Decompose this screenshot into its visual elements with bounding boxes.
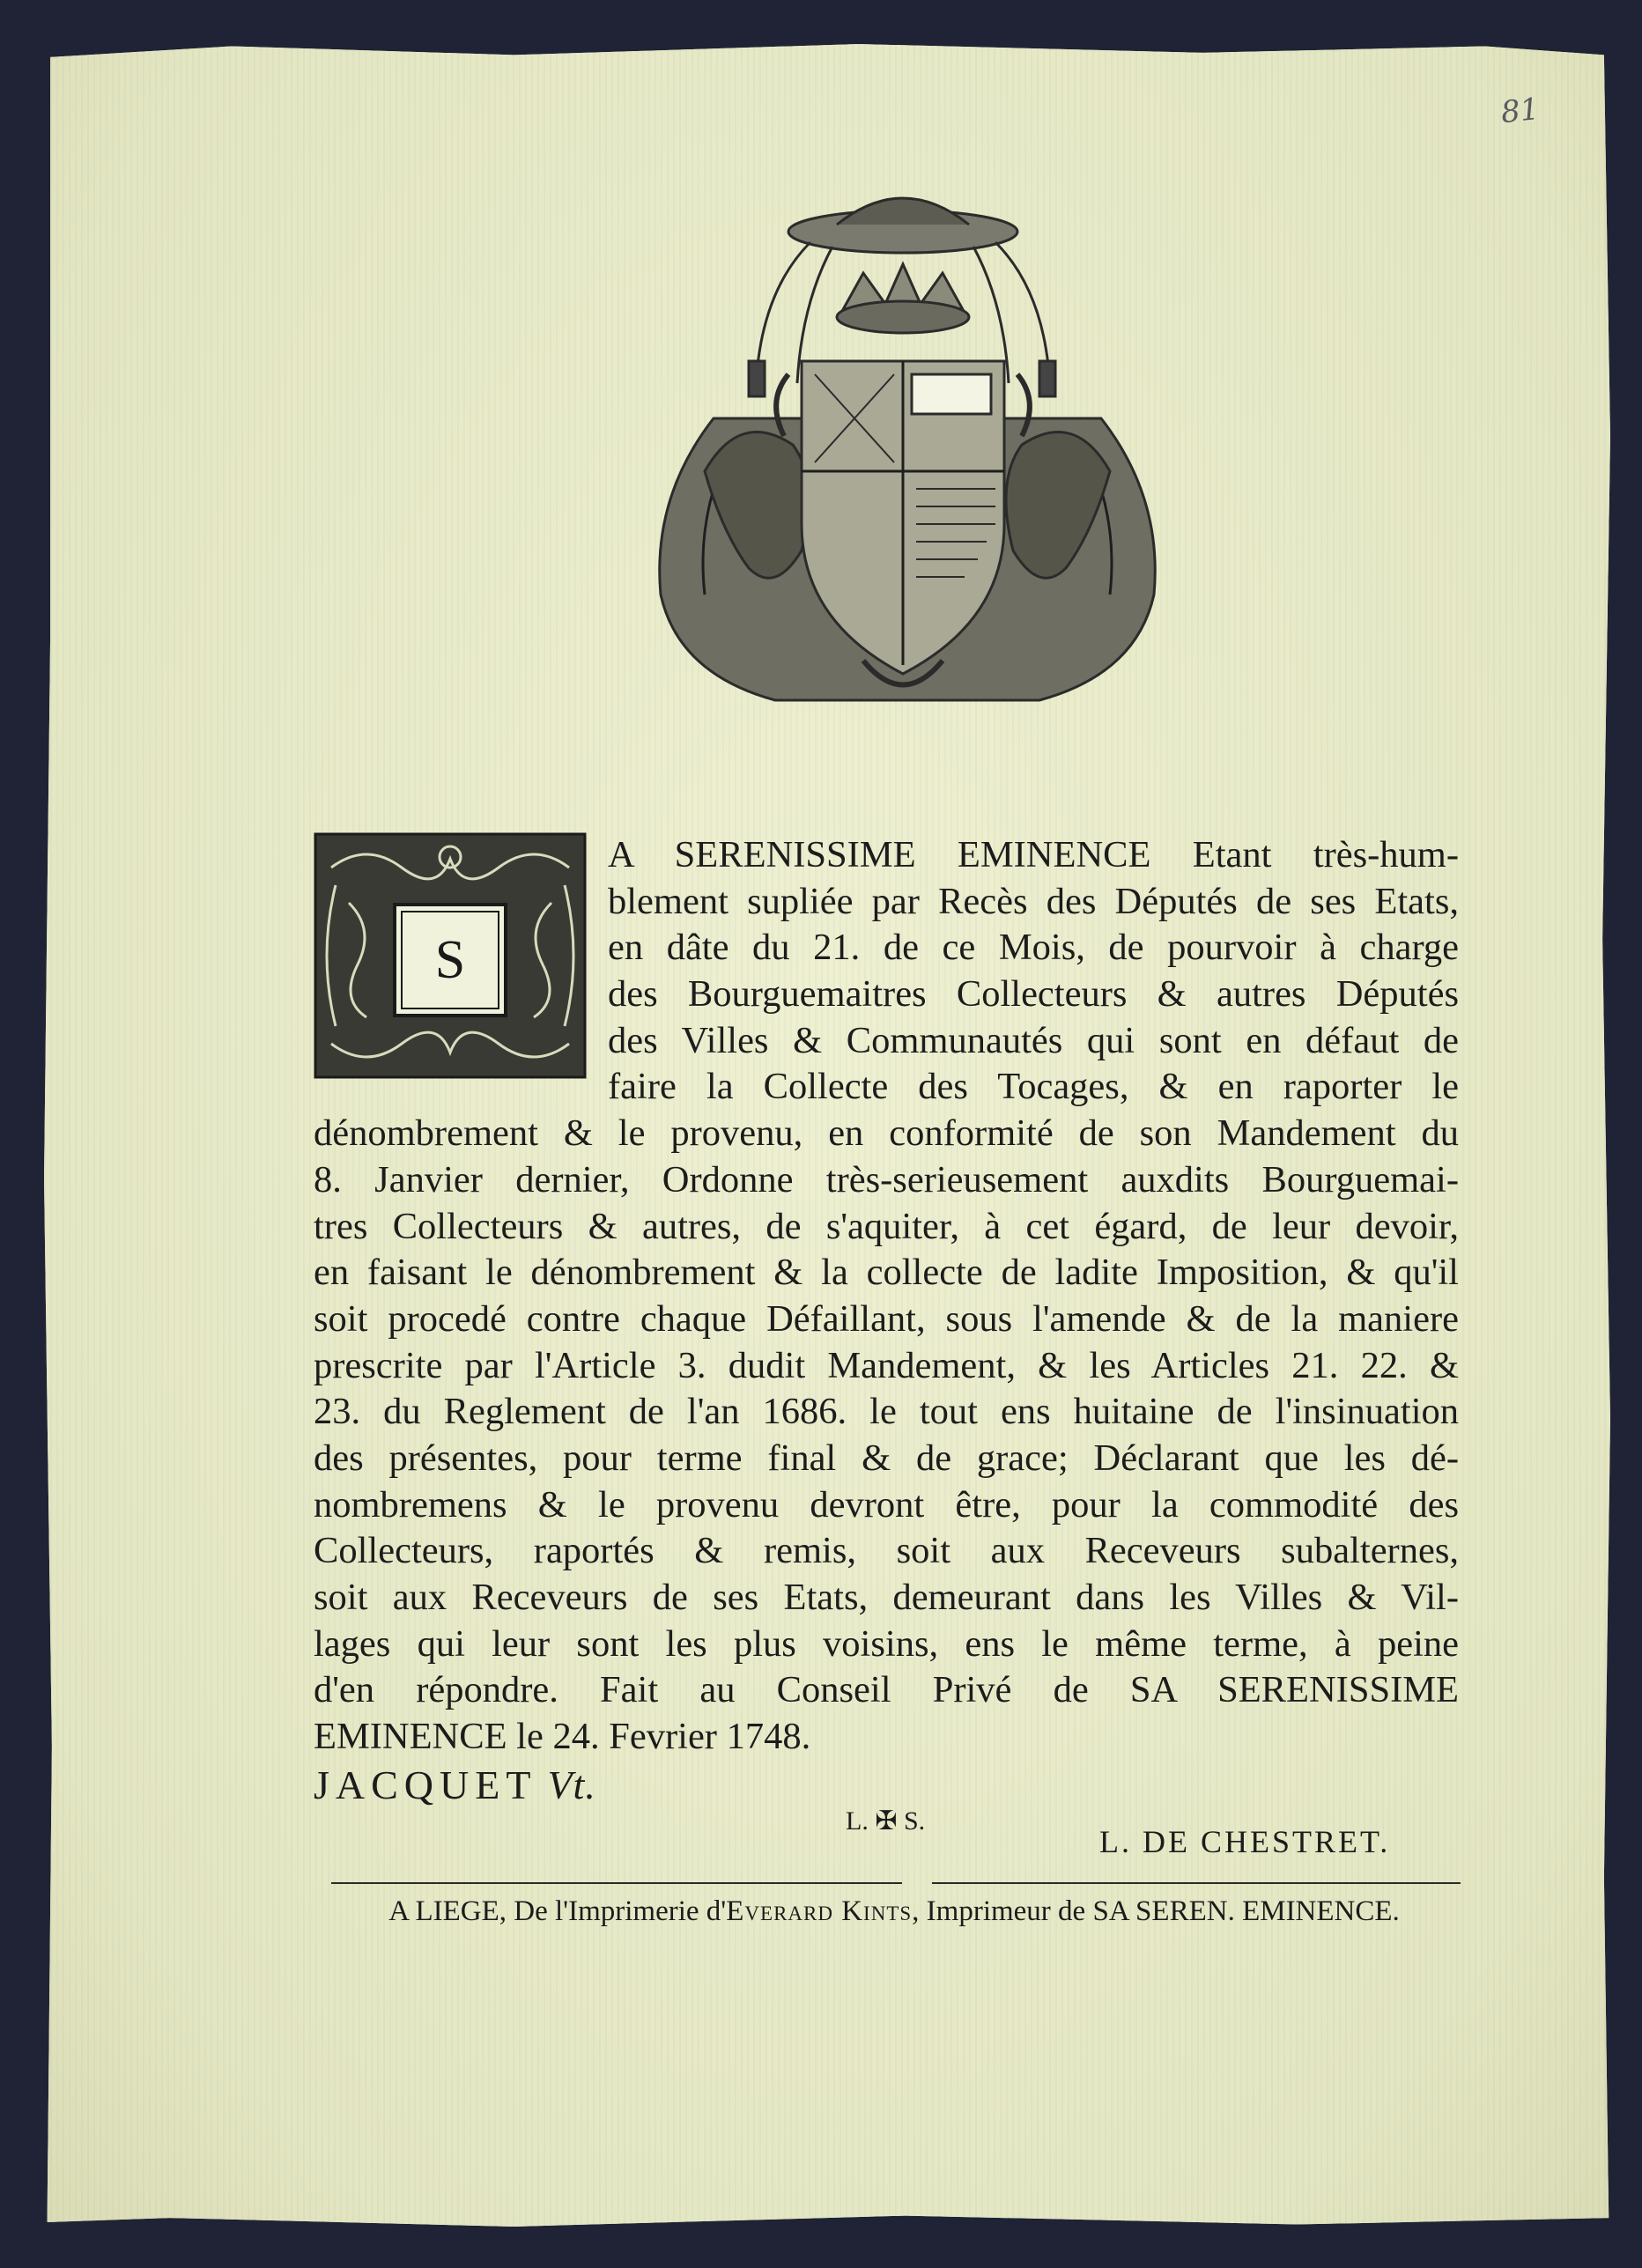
seal-mark: L. ✠ S. bbox=[846, 1806, 926, 1836]
text-line: soit aux Receveurs de ses Etats, demeurant dans les Villes & Vil- bbox=[314, 1577, 1459, 1618]
page-number: 81 bbox=[1499, 91, 1542, 131]
text-line: blement supliée par Recès des Députés de ses Etats, bbox=[608, 880, 1459, 922]
text-line: en dâte du 21. de ce Mois, de pourvoir à charge bbox=[608, 927, 1459, 969]
text-line: nombremens & le provenu devront être, pour la commodité des bbox=[314, 1483, 1459, 1526]
imprint-text-2: , Imprimeur de SA SEREN. EMINENCE. bbox=[912, 1895, 1400, 1927]
text-line: en faisant le dénombrement & la collecte de ladite Imposition, & qu'il bbox=[314, 1252, 1459, 1294]
printer-imprint bbox=[326, 1895, 1462, 1928]
text-line: 8. Janvier dernier, Ordonne très-serieusement auxdits Bourguemai- bbox=[314, 1158, 1459, 1200]
signature-jacquet bbox=[314, 1762, 596, 1808]
text-line: des Villes & Communautés qui sont en défaut de bbox=[608, 1019, 1459, 1061]
text-line: Collecteurs, raportés & remis, soit aux Receveurs subalternes, bbox=[314, 1530, 1459, 1572]
text-line: faire la Collecte des Tocages, & en raporter le bbox=[608, 1066, 1459, 1108]
imprint-printer-name: Everard Kints bbox=[726, 1895, 913, 1927]
imprint-text-1: De l'Imprimerie d' bbox=[507, 1895, 727, 1927]
text-line: d'en répondre. Fait au Conseil Privé de SA SERENISSIME bbox=[314, 1669, 1459, 1711]
text-line: soit procedé contre chaque Défaillant, sous l'amende & de la maniere bbox=[314, 1297, 1459, 1340]
signature-jacquet-name: JACQUET bbox=[314, 1762, 537, 1807]
signature-chestret: L. DE CHESTRET. bbox=[1099, 1824, 1391, 1859]
text-line: 23. du Reglement de l'an 1686. le tout ens huitaine de l'insinuation bbox=[314, 1391, 1459, 1433]
signature-jacquet-suffix: Vt. bbox=[547, 1762, 596, 1807]
divider-rule-left bbox=[331, 1882, 902, 1884]
imprint-place: A LIEGE, bbox=[388, 1895, 507, 1927]
text-line: A SERENISSIME EMINENCE Etant très-hum- bbox=[608, 834, 1459, 875]
text-line: tres Collecteurs & autres, de s'aquiter, à cet égard, de leur devoir, bbox=[314, 1205, 1459, 1247]
text-line: EMINENCE le 24. Fevrier 1748. bbox=[314, 1716, 811, 1758]
decorated-initial bbox=[314, 832, 587, 1079]
text-line: prescrite par l'Article 3. dudit Mandement, & les Articles 21. 22. & bbox=[314, 1344, 1459, 1386]
text-line: des présentes, pour terme final & de grace; Déclarant que les dé- bbox=[314, 1437, 1459, 1479]
text-line: lages qui leur sont les plus voisins, ens le même terme, à peine bbox=[314, 1622, 1459, 1665]
dropcap-letter: S bbox=[434, 930, 466, 990]
coat-of-arms-engraving bbox=[599, 181, 1216, 779]
text-line: des Bourguemaitres Collecteurs & autres Députés bbox=[608, 973, 1459, 1016]
text-line: dénombrement & le provenu, en conformité de son Mandement du bbox=[314, 1112, 1459, 1155]
decree-text bbox=[314, 832, 1459, 1761]
divider-rule-right bbox=[932, 1882, 1461, 1884]
